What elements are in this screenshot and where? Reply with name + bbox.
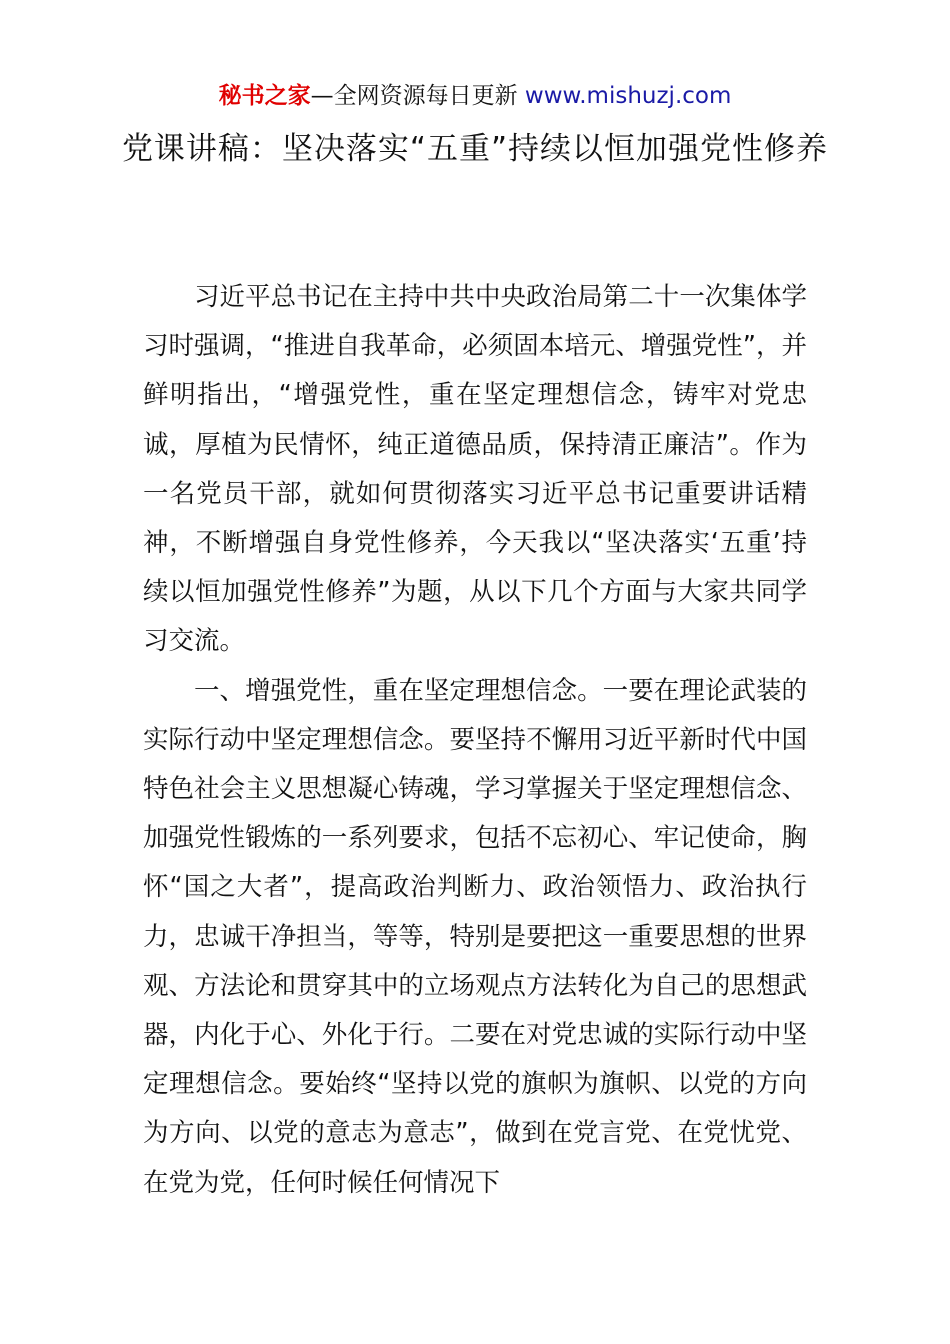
header-tagline: —全网资源每日更新 bbox=[310, 83, 525, 109]
paragraph-intro: 习近平总书记在主持中共中央政治局第二十一次集体学习时强调，“推进自我革命，必须固本培元、增强党性”，并鲜明指出，“增强党性，重在坚定理想信念，铸牢对党忠诚，厚植为民情怀，纯正道德品质，保持清正廉洁”。作为一名党员干部，就如何贯彻落实习近平总书记重要讲话精神，不断增强自身党性修养，今天我以“坚决落实‘五重’持续以恒加强党性修养”为题，从以下几个方面与大家共同学习交流。 bbox=[143, 282, 807, 657]
site-header bbox=[0, 80, 950, 112]
site-url-link[interactable]: www.mishuzj.com bbox=[524, 83, 732, 109]
paragraph-section-one: 一、增强党性，重在坚定理想信念。一要在理论武装的实际行动中坚定理想信念。要坚持不懈用习近平新时代中国特色社会主义思想凝心铸魂，学习掌握关于坚定理想信念、加强党性锻炼的一系列要求，包括不忘初心、牢记使命，胸怀“国之大者”，提高政治判断力、政治领悟力、政治执行力，忠诚干净担当，等等，特别是要把这一重要思想的世界观、方法论和贯穿其中的立场观点方法转化为自己的思想武器，内化于心、外化于行。二要在对党忠诚的实际行动中坚定理想信念。要始终“坚持以党的旗帜为旗帜、以党的方向为方向、以党的意志为意志”，做到在党言党、在党忧党、在党为党，任何时候任何情况下 bbox=[143, 675, 807, 1198]
brand-name: 秘书之家 bbox=[218, 83, 311, 109]
document-body bbox=[143, 273, 807, 1208]
document-title: 党课讲稿：坚决落实“五重”持续以恒加强党性修养 bbox=[121, 131, 829, 167]
